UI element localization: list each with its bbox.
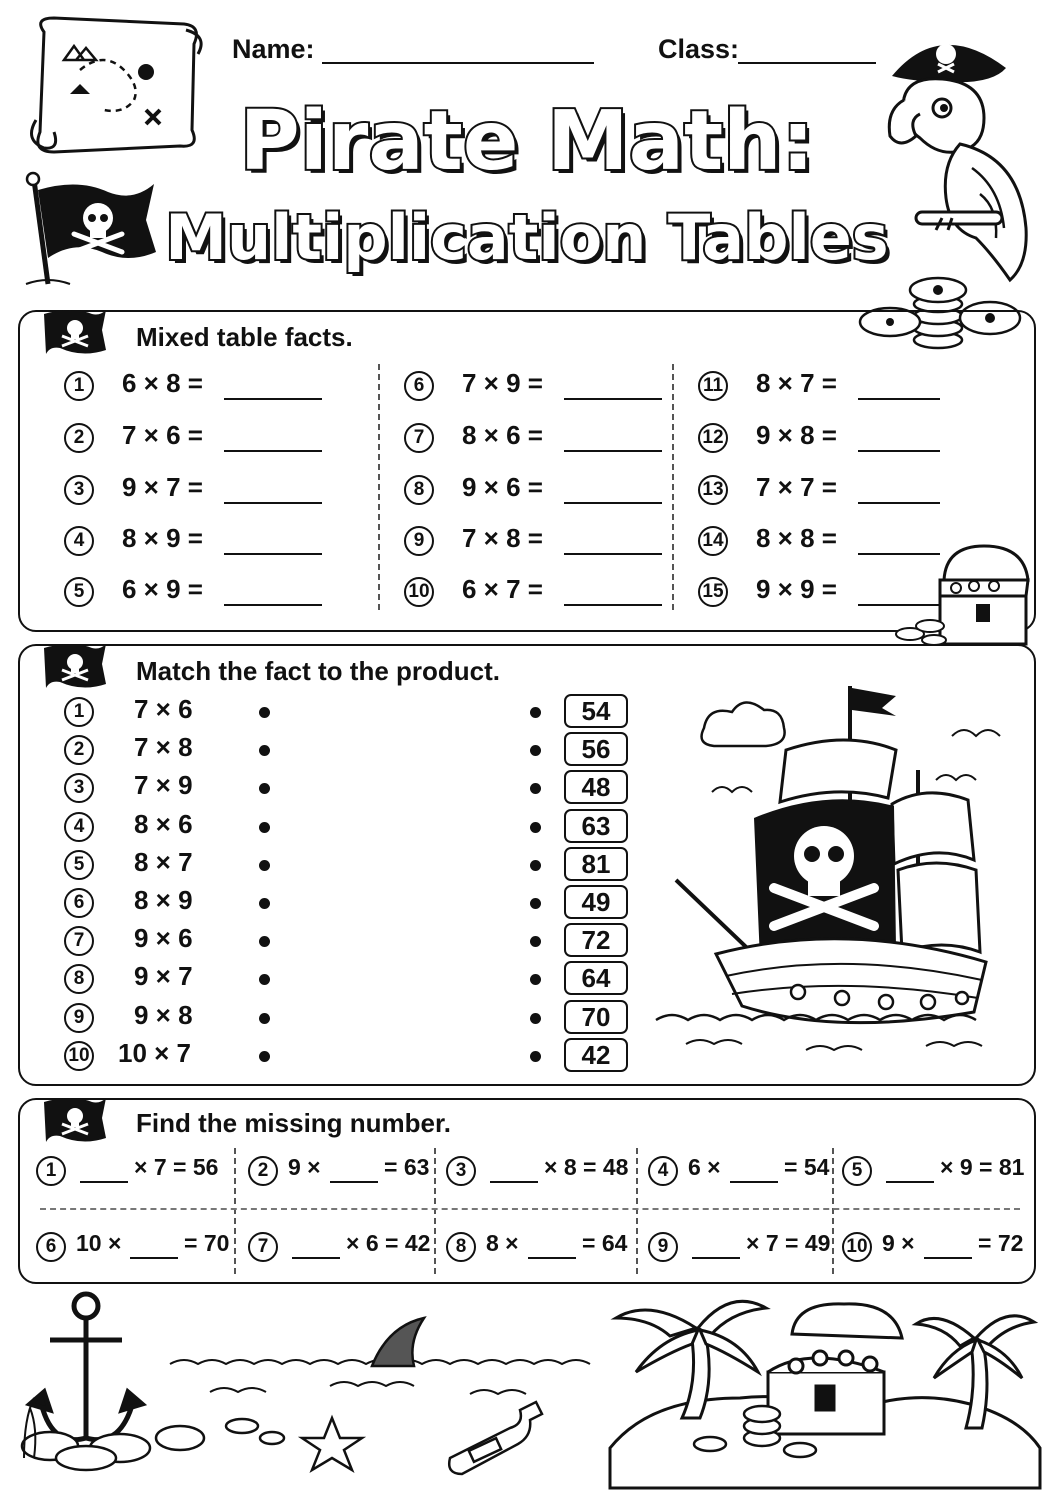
question-number: 6	[404, 371, 434, 401]
product-box: 70	[564, 1000, 628, 1034]
product-box: 56	[564, 732, 628, 766]
question-number: 11	[698, 371, 728, 401]
question-number: 8	[446, 1232, 476, 1262]
match-fact: 8 × 6	[134, 809, 193, 839]
question-number: 8	[64, 964, 94, 994]
match-fact: 7 × 6	[134, 694, 193, 724]
answer-blank[interactable]	[564, 502, 662, 504]
section-title: Find the missing number.	[136, 1108, 451, 1138]
question-number: 4	[64, 526, 94, 556]
anchor-icon	[30, 1294, 142, 1440]
missing-number-blank[interactable]	[130, 1257, 178, 1259]
jolly-roger-flag-icon	[42, 1094, 104, 1142]
missing-number-blank[interactable]	[528, 1257, 576, 1259]
missing-number-blank[interactable]	[924, 1257, 972, 1259]
message-bottle-icon	[449, 1402, 542, 1474]
equation-start: 9 ×	[882, 1230, 915, 1256]
column-divider	[434, 1148, 436, 1274]
multiplication-fact: 9 × 9 =	[756, 574, 837, 604]
missing-number-blank[interactable]	[80, 1181, 128, 1183]
equation-end: × 6 = 42	[346, 1230, 431, 1256]
question-number: 7	[404, 423, 434, 453]
match-dot-right[interactable]	[530, 1051, 541, 1062]
pirate-ship-icon	[656, 680, 1026, 1075]
question-number: 1	[64, 371, 94, 401]
match-dot-right[interactable]	[530, 936, 541, 947]
equation-end: = 63	[384, 1154, 430, 1180]
match-dot-left[interactable]	[259, 936, 270, 947]
question-number: 2	[64, 735, 94, 765]
multiplication-fact: 9 × 7 =	[122, 472, 203, 502]
product-box: 64	[564, 961, 628, 995]
column-divider	[672, 364, 674, 610]
multiplication-fact: 8 × 7 =	[756, 368, 837, 398]
match-fact: 8 × 7	[134, 847, 193, 877]
page-subtitle: Multiplication Tables	[165, 201, 889, 274]
starfish-icon	[302, 1418, 362, 1470]
question-number: 9	[64, 1003, 94, 1033]
treasure-chest-icon	[768, 1304, 902, 1434]
name-field[interactable]	[322, 62, 594, 64]
section-title: Mixed table facts.	[136, 322, 353, 352]
jolly-roger-flag-icon	[18, 172, 158, 292]
answer-blank[interactable]	[564, 450, 662, 452]
column-divider	[832, 1148, 834, 1274]
missing-number-blank[interactable]	[330, 1181, 378, 1183]
answer-blank[interactable]	[858, 502, 940, 504]
answer-blank[interactable]	[564, 604, 662, 606]
match-fact: 7 × 9	[134, 770, 193, 800]
name-label: Name:	[232, 34, 315, 64]
missing-number-blank[interactable]	[692, 1257, 740, 1259]
answer-blank[interactable]	[224, 604, 322, 606]
match-fact: 9 × 7	[134, 961, 193, 991]
question-number: 5	[64, 577, 94, 607]
match-dot-left[interactable]	[259, 860, 270, 871]
multiplication-fact: 6 × 9 =	[122, 574, 203, 604]
answer-blank[interactable]	[858, 450, 940, 452]
jolly-roger-flag-icon	[42, 306, 104, 354]
question-number: 4	[648, 1156, 678, 1186]
row-divider	[40, 1208, 1020, 1210]
column-divider	[378, 364, 380, 610]
match-dot-left[interactable]	[259, 1051, 270, 1062]
question-number: 9	[648, 1232, 678, 1262]
question-number: 15	[698, 577, 728, 607]
answer-blank[interactable]	[858, 398, 940, 400]
question-number: 7	[64, 926, 94, 956]
match-fact: 7 × 8	[134, 732, 193, 762]
column-divider	[234, 1148, 236, 1274]
missing-number-blank[interactable]	[886, 1181, 934, 1183]
equation-end: × 9 = 81	[940, 1154, 1025, 1180]
multiplication-fact: 7 × 8 =	[462, 523, 543, 553]
multiplication-fact: 8 × 8 =	[756, 523, 837, 553]
question-number: 2	[64, 423, 94, 453]
equation-start: 10 ×	[76, 1230, 122, 1256]
answer-blank[interactable]	[564, 553, 662, 555]
missing-number-blank[interactable]	[292, 1257, 340, 1259]
product-box: 54	[564, 694, 628, 728]
multiplication-fact: 9 × 8 =	[756, 420, 837, 450]
match-dot-right[interactable]	[530, 1013, 541, 1024]
question-number: 10	[404, 577, 434, 607]
question-number: 14	[698, 526, 728, 556]
question-number: 3	[64, 475, 94, 505]
equation-start: 9 ×	[288, 1154, 321, 1180]
multiplication-fact: 7 × 7 =	[756, 472, 837, 502]
match-fact: 9 × 6	[134, 923, 193, 953]
match-dot-right[interactable]	[530, 898, 541, 909]
equation-end: × 7 = 49	[746, 1230, 831, 1256]
equation-start: 8 ×	[486, 1230, 519, 1256]
missing-number-blank[interactable]	[490, 1181, 538, 1183]
treasure-map-icon	[14, 10, 214, 155]
match-dot-right[interactable]	[530, 860, 541, 871]
match-dot-right[interactable]	[530, 783, 541, 794]
product-box: 81	[564, 847, 628, 881]
match-fact: 8 × 9	[134, 885, 193, 915]
match-dot-right[interactable]	[530, 707, 541, 718]
answer-blank[interactable]	[224, 450, 322, 452]
match-dot-left[interactable]	[259, 898, 270, 909]
question-number: 3	[446, 1156, 476, 1186]
equation-end: = 54	[784, 1154, 830, 1180]
answer-blank[interactable]	[564, 398, 662, 400]
treasure-chest-icon	[894, 540, 1034, 650]
question-number: 3	[64, 773, 94, 803]
product-box: 49	[564, 885, 628, 919]
equation-end: × 7 = 56	[134, 1154, 219, 1180]
multiplication-fact: 7 × 9 =	[462, 368, 543, 398]
match-dot-right[interactable]	[530, 974, 541, 985]
jolly-roger-flag-icon	[42, 640, 104, 688]
match-dot-right[interactable]	[530, 822, 541, 833]
question-number: 9	[404, 526, 434, 556]
question-number: 1	[64, 697, 94, 727]
equation-end: = 70	[184, 1230, 230, 1256]
multiplication-fact: 8 × 6 =	[462, 420, 543, 450]
question-number: 10	[64, 1041, 94, 1071]
answer-blank[interactable]	[224, 398, 322, 400]
question-number: 5	[64, 850, 94, 880]
question-number: 7	[248, 1232, 278, 1262]
question-number: 6	[64, 888, 94, 918]
multiplication-fact: 7 × 6 =	[122, 420, 203, 450]
equation-end: = 64	[582, 1230, 628, 1256]
shark-fin-icon	[372, 1318, 424, 1366]
match-dot-left[interactable]	[259, 1013, 270, 1024]
question-number: 1	[36, 1156, 66, 1186]
multiplication-fact: 8 × 9 =	[122, 523, 203, 553]
multiplication-fact: 9 × 6 =	[462, 472, 543, 502]
multiplication-fact: 6 × 8 =	[122, 368, 203, 398]
missing-number-blank[interactable]	[730, 1181, 778, 1183]
match-dot-left[interactable]	[259, 974, 270, 985]
question-number: 4	[64, 812, 94, 842]
product-box: 63	[564, 809, 628, 843]
match-dot-left[interactable]	[259, 707, 270, 718]
class-label: Class:	[658, 34, 740, 64]
question-number: 6	[36, 1232, 66, 1262]
question-number: 12	[698, 423, 728, 453]
question-number: 10	[842, 1232, 872, 1262]
page-title: Pirate Math:	[239, 94, 815, 189]
match-fact: 10 × 7	[118, 1038, 192, 1068]
answer-blank[interactable]	[224, 502, 322, 504]
question-number: 5	[842, 1156, 872, 1186]
column-divider	[636, 1148, 638, 1274]
question-number: 2	[248, 1156, 278, 1186]
product-box: 42	[564, 1038, 628, 1072]
equation-start: 6 ×	[688, 1154, 721, 1180]
section-title: Match the fact to the product.	[136, 656, 500, 686]
parrot-icon	[880, 18, 1040, 288]
class-field[interactable]	[738, 62, 876, 64]
match-dot-left[interactable]	[259, 783, 270, 794]
match-fact: 9 × 8	[134, 1000, 193, 1030]
equation-end: × 8 = 48	[544, 1154, 629, 1180]
question-number: 13	[698, 475, 728, 505]
product-box: 48	[564, 770, 628, 804]
multiplication-fact: 6 × 7 =	[462, 574, 543, 604]
equation-end: = 72	[978, 1230, 1024, 1256]
ocean-scene	[10, 1288, 1044, 1488]
question-number: 8	[404, 475, 434, 505]
answer-blank[interactable]	[224, 553, 322, 555]
match-dot-right[interactable]	[530, 745, 541, 756]
match-dot-left[interactable]	[259, 822, 270, 833]
match-dot-left[interactable]	[259, 745, 270, 756]
product-box: 72	[564, 923, 628, 957]
